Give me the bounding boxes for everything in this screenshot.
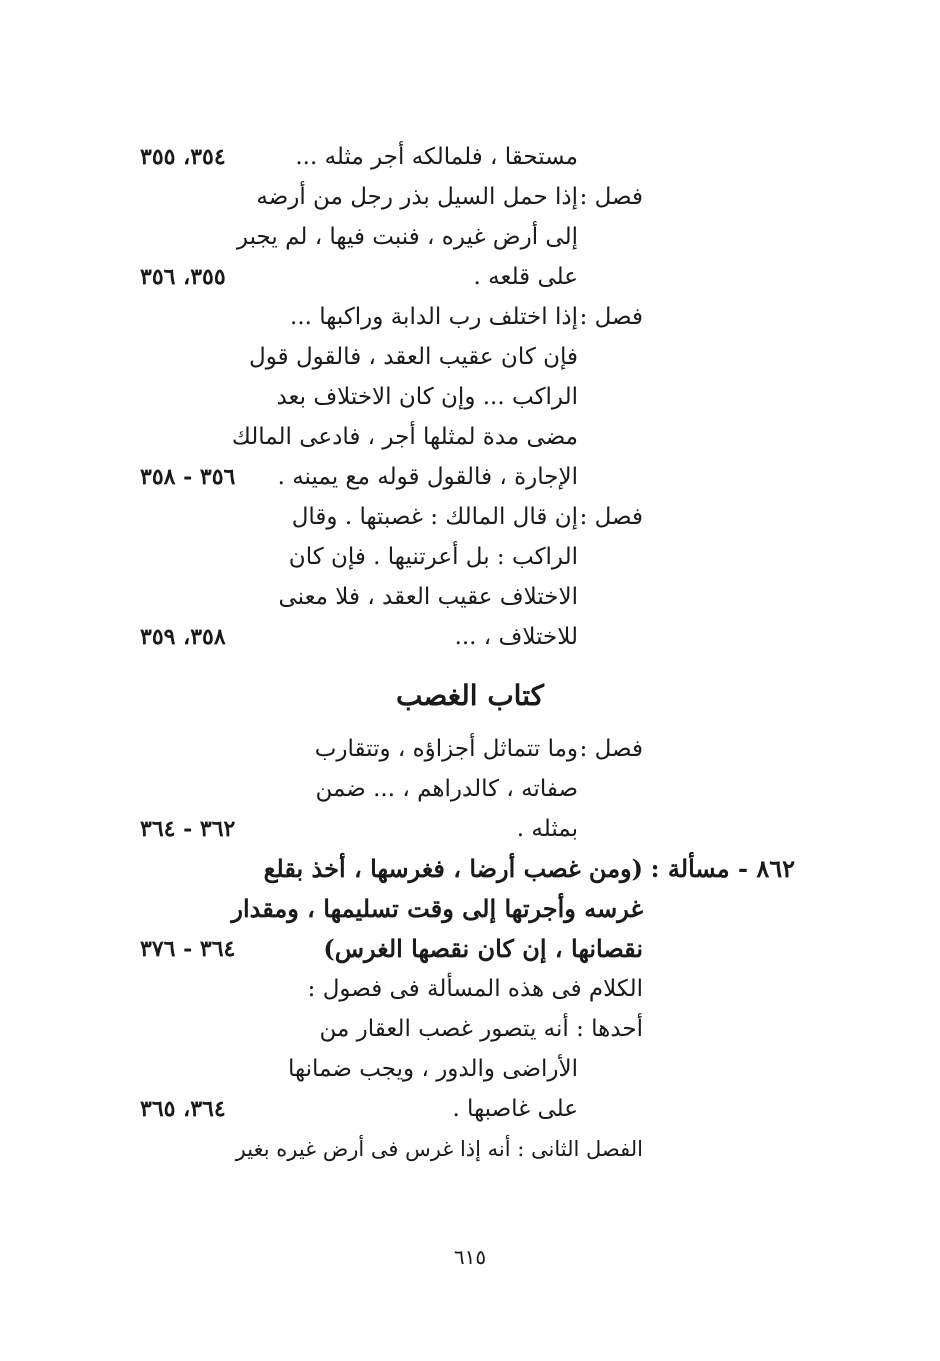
entry-line: للاختلاف ، ...	[454, 624, 578, 650]
entry-line: الكلام فى هذه المسألة فى فصول :	[307, 976, 643, 1002]
entry-line: إذا حمل السيل بذر رجل من أرضه	[256, 184, 578, 210]
page-reference: ٣٥٨، ٣٥٩	[140, 624, 226, 650]
page-reference: ٣٦٢ - ٣٦٤	[140, 816, 236, 842]
page-reference: ٣٥٥، ٣٥٦	[140, 264, 226, 290]
section-label: فصل :	[579, 736, 643, 762]
entry-line: الفصل الثانى : أنه إذا غرس فى أرض غيره بغير	[235, 1137, 643, 1161]
entry-line: مستحقا ، فلمالكه أجر مثله ...	[295, 144, 578, 170]
entry-line: الإجارة ، فالقول قوله مع يمينه .	[277, 464, 578, 490]
page-reference: ٣٦٤، ٣٦٥	[140, 1096, 226, 1122]
entry-line: الأراضى والدور ، ويجب ضمانها	[288, 1056, 578, 1082]
issue-line: غرسه وأجرتها إلى وقت تسليمها ، ومقدار	[231, 894, 643, 923]
page-reference: ٣٥٦ - ٣٥٨	[140, 464, 236, 490]
entry-line: الراكب : بل أعرتنيها . فإن كان	[288, 544, 578, 570]
section-label: فصل :	[579, 184, 643, 210]
page-number: ٦١٥	[453, 1245, 487, 1269]
chapter-heading: كتاب الغصب	[395, 679, 544, 712]
entry-line: مضى مدة لمثلها أجر ، فادعى المالك	[231, 424, 578, 450]
page-reference: ٣٦٤ - ٣٧٦	[140, 936, 236, 962]
entry-line: الراكب ... وإن كان الاختلاف بعد	[276, 384, 578, 410]
entry-line: إذا اختلف رب الدابة وراكبها ...	[290, 304, 578, 330]
entry-line: فإن كان عقيب العقد ، فالقول قول	[249, 344, 578, 370]
issue-number: ٨٦٢ - مسألة :	[650, 854, 795, 883]
issue-line: نقصانها ، إن كان نقصها الغرس)	[323, 934, 643, 963]
entry-line: صفاته ، كالدراهم ، ... ضمن	[315, 776, 578, 802]
entry-line: على غاصبها .	[452, 1096, 578, 1122]
entry-line: إن قال المالك : غصبتها . وقال	[291, 504, 578, 530]
section-label: فصل :	[579, 304, 643, 330]
entry-line: أحدها : أنه يتصور غصب العقار من	[319, 1016, 643, 1042]
entry-line: بمثله .	[516, 816, 578, 842]
page-reference: ٣٥٤، ٣٥٥	[140, 144, 226, 170]
issue-line: (ومن غصب أرضا ، فغرسها ، أخذ بقلع	[263, 854, 643, 883]
entry-line: إلى أرض غيره ، فنبت فيها ، لم يجبر	[236, 224, 578, 250]
entry-line: على قلعه .	[473, 264, 578, 290]
section-label: فصل :	[579, 504, 643, 530]
entry-line: وما تتماثل أجزاؤه ، وتتقارب	[314, 736, 578, 762]
entry-line: الاختلاف عقيب العقد ، فلا معنى	[278, 584, 578, 610]
